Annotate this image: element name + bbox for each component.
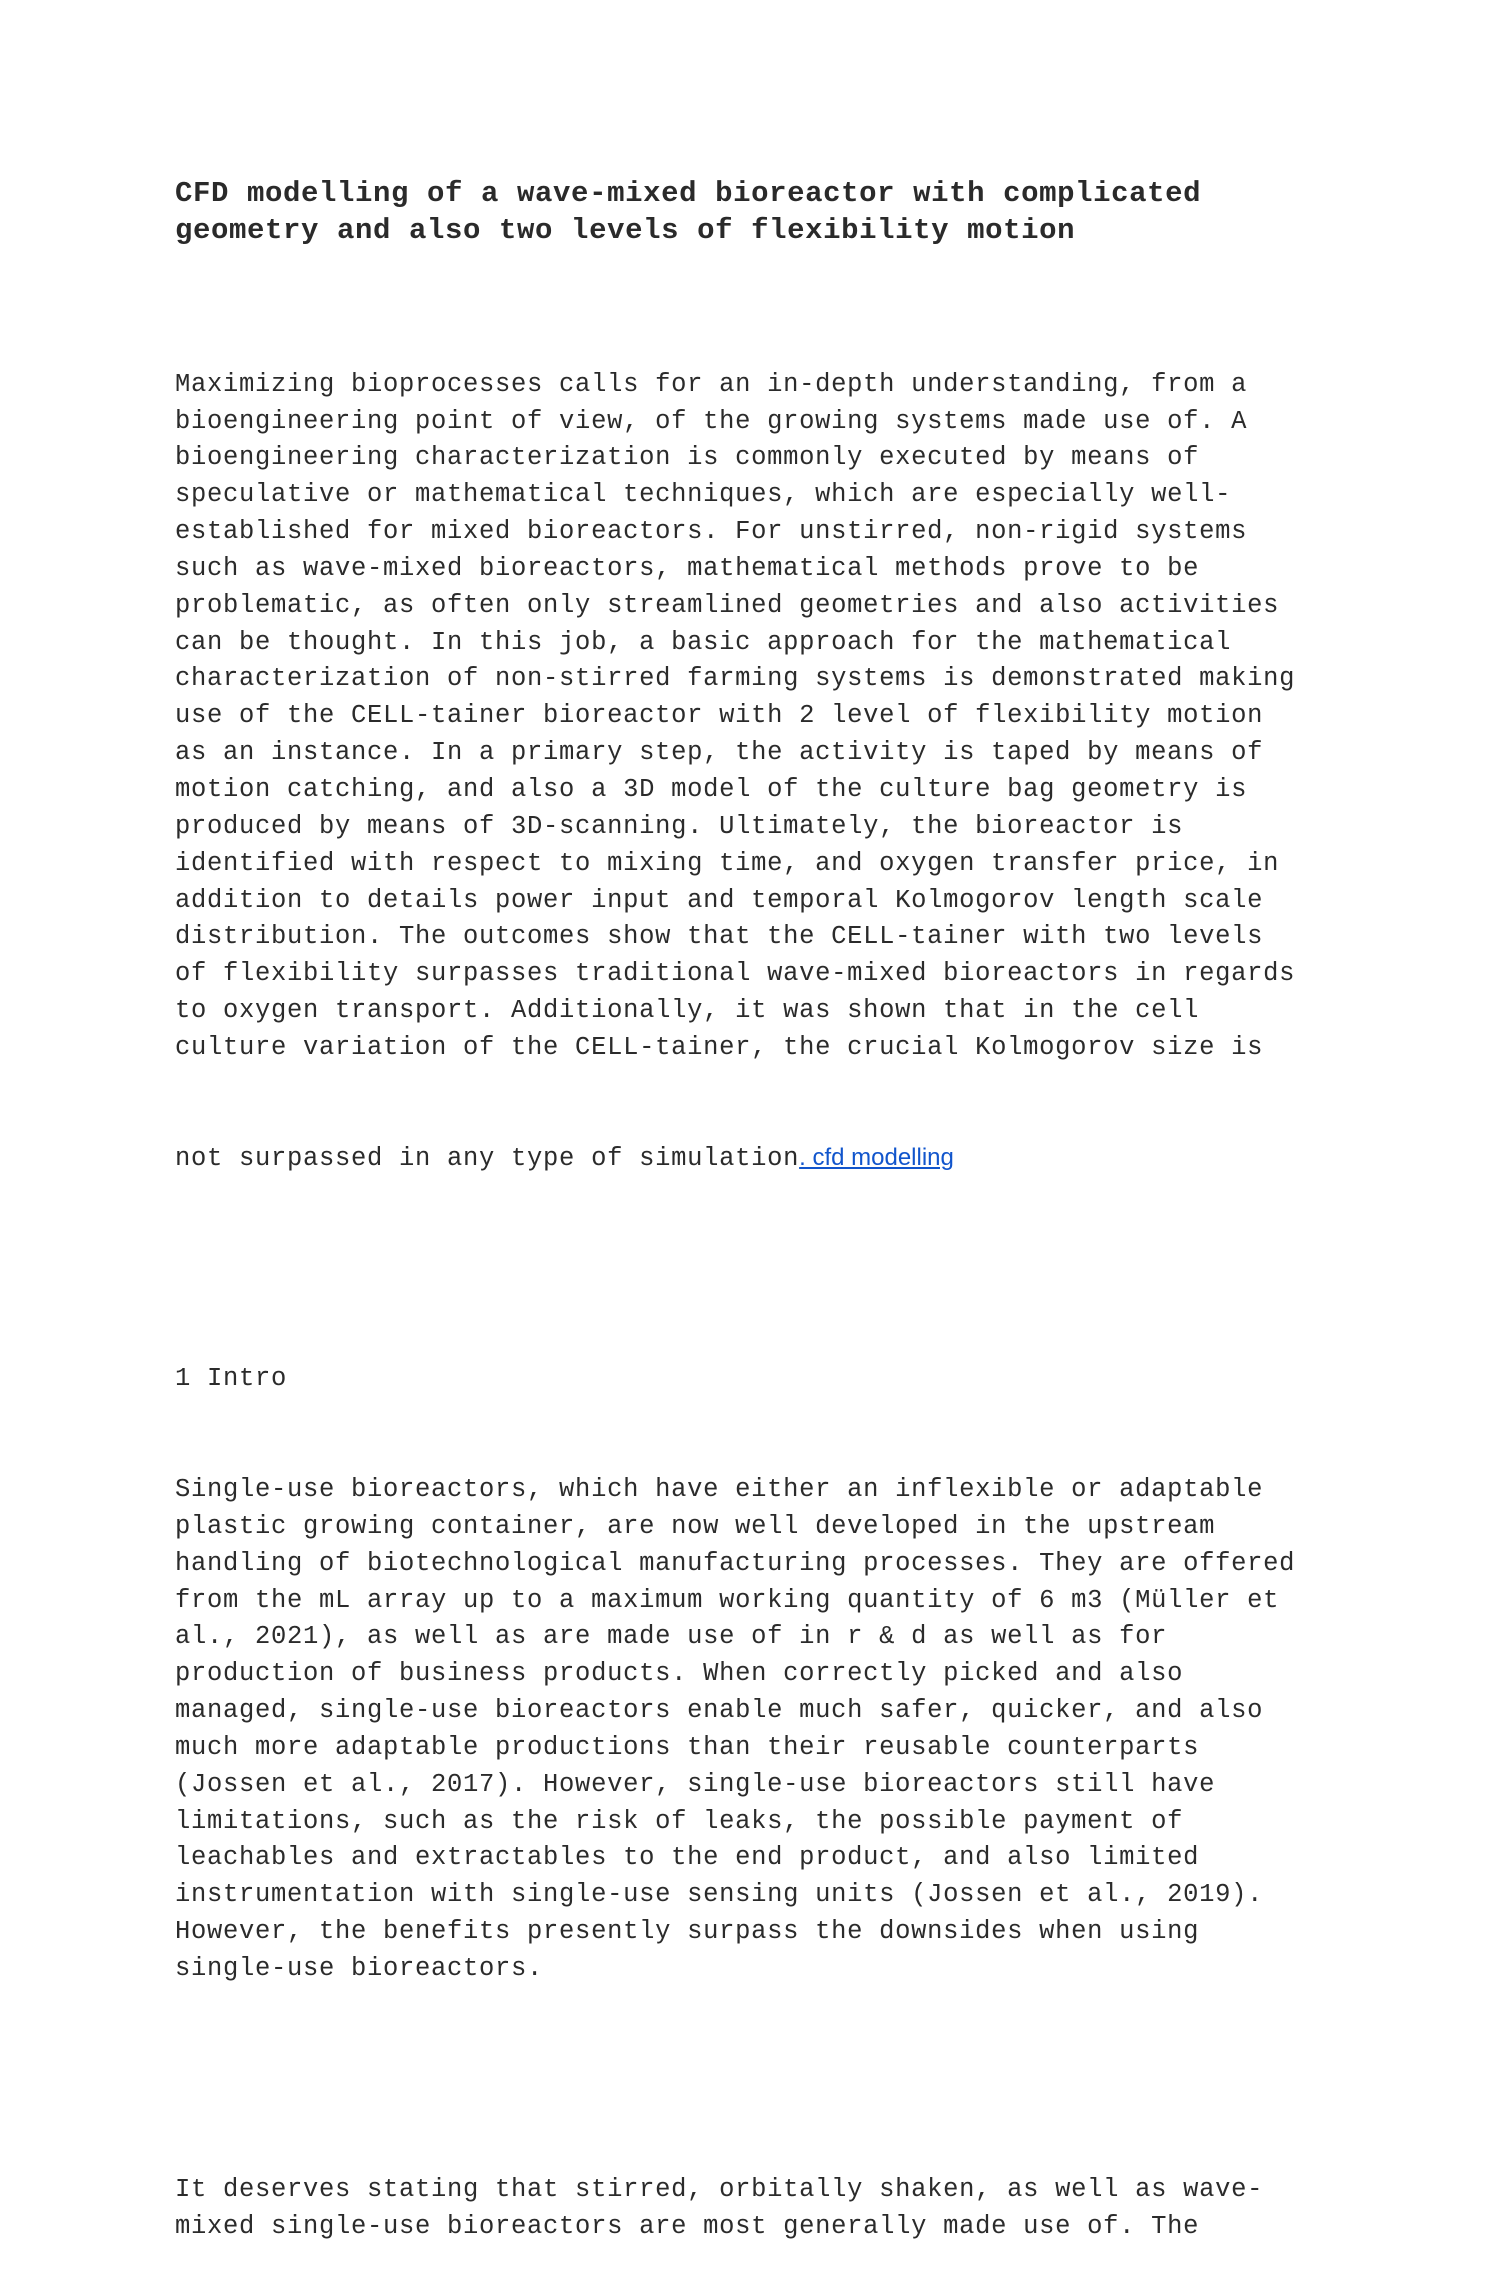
text-line: managed, single-use bioreactors enable much safer, quicker, and also xyxy=(175,1696,1264,1726)
text-line: can be thought. In this job, a basic approach for the mathematical xyxy=(175,627,1232,657)
text-line: plastic growing container, are now well developed in the upstream xyxy=(175,1511,1216,1541)
text-line: single-use bioreactors. xyxy=(175,1953,544,1983)
text-line: of flexibility surpasses traditional wave-mixed bioreactors in regards xyxy=(175,959,1296,989)
text-line: produced by means of 3D-scanning. Ultimately, the bioreactor is xyxy=(175,811,1184,841)
text-line: to oxygen transport. Additionally, it was shown that in the cell xyxy=(175,996,1200,1026)
title-line: geometry and also two levels of flexibility motion xyxy=(175,213,1076,247)
title-line: CFD modelling of a wave-mixed bioreactor with complicated xyxy=(175,177,1202,210)
text-line: mixed single-use bioreactors are most generally made use of. The xyxy=(175,2211,1200,2241)
text-line: It deserves stating that stirred, orbitally shaken, as well as wave- xyxy=(175,2175,1264,2205)
text-line: as an instance. In a primary step, the activity is taped by means of xyxy=(175,738,1264,768)
text-line: al., 2021), as well as are made use of in r & d as well as for xyxy=(175,1622,1168,1652)
text-line: handling of biotechnological manufacturing processes. They are offered xyxy=(175,1548,1296,1578)
text-line: bioengineering characterization is commonly executed by means of xyxy=(175,443,1200,473)
text-line: established for mixed bioreactors. For unstirred, non-rigid systems xyxy=(175,517,1248,547)
text-line: However, the benefits presently surpass the downsides when using xyxy=(175,1917,1200,1947)
abstract-paragraph xyxy=(175,367,1295,1067)
text-line: use of the CELL-tainer bioreactor with 2 level of flexibility motion xyxy=(175,701,1264,731)
intro-paragraph xyxy=(175,1472,1295,1988)
abstract-last-line xyxy=(175,1140,1295,1177)
text-line: characterization of non-stirred farming systems is demonstrated making xyxy=(175,664,1296,694)
blank-line xyxy=(175,1251,1295,1288)
abstract-text: not surpassed in any type of simulation xyxy=(175,1144,800,1174)
text-line: speculative or mathematical techniques, which are especially well- xyxy=(175,480,1232,510)
text-line: limitations, such as the risk of leaks, the possible payment of xyxy=(175,1806,1184,1836)
text-line: (Jossen et al., 2017). However, single-use bioreactors still have xyxy=(175,1769,1216,1799)
text-line: Maximizing bioprocesses calls for an in-depth understanding, from a xyxy=(175,369,1248,399)
text-line: motion catching, and also a 3D model of the culture bag geometry is xyxy=(175,774,1248,804)
text-line: distribution. The outcomes show that the CELL-tainer with two levels xyxy=(175,922,1264,952)
text-line: identified with respect to mixing time, and oxygen transfer price, in xyxy=(175,848,1280,878)
text-line: from the mL array up to a maximum working quantity of 6 m3 (Müller et xyxy=(175,1585,1280,1615)
text-line: culture variation of the CELL-tainer, the crucial Kolmogorov size is xyxy=(175,1032,1264,1062)
text-line: production of business products. When correctly picked and also xyxy=(175,1659,1184,1689)
text-line: problematic, as often only streamlined geometries and also activities xyxy=(175,590,1280,620)
text-line: leachables and extractables to the end product, and also limited xyxy=(175,1843,1200,1873)
document-title xyxy=(175,175,1201,249)
text-line: instrumentation with single-use sensing units (Jossen et al., 2019). xyxy=(175,1880,1264,1910)
blank-line xyxy=(175,2062,1295,2099)
text-line: much more adaptable productions than their reusable counterparts xyxy=(175,1732,1200,1762)
text-line: bioengineering point of view, of the growing systems made use of. A xyxy=(175,406,1248,436)
second-paragraph xyxy=(175,2172,1295,2246)
section-heading: 1 Intro xyxy=(175,1364,288,1394)
text-line: addition to details power input and temporal Kolmogorov length scale xyxy=(175,885,1264,915)
document-body xyxy=(175,293,1295,2283)
cfd-modelling-link[interactable]: . cfd modelling xyxy=(799,1144,954,1172)
text-line: such as wave-mixed bioreactors, mathematical methods prove to be xyxy=(175,553,1200,583)
text-line: Single-use bioreactors, which have either an inflexible or adaptable xyxy=(175,1475,1264,1504)
